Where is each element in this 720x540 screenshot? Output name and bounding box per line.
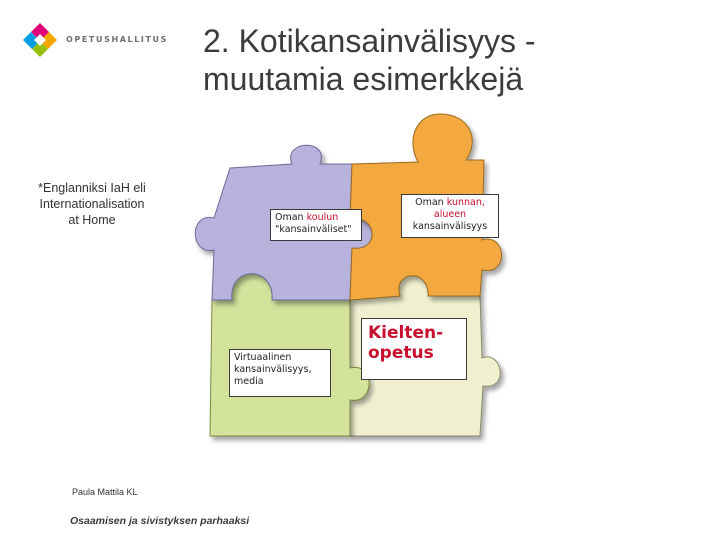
side-note — [16, 180, 168, 228]
puzzle-illustration — [180, 100, 530, 460]
school-prefix: Oman — [275, 212, 307, 223]
virtual-line-3: media — [234, 376, 264, 387]
virtual-line-2: kansainvälisyys, — [234, 364, 312, 375]
side-note-line-1: *Englanniksi IaH eli — [38, 181, 146, 195]
title-line-1: 2. Kotikansainvälisyys - — [203, 23, 536, 59]
city-line-3: kansainvälisyys — [412, 221, 488, 232]
language-line-2: opetus — [368, 343, 434, 363]
label-oman-kunnan — [401, 194, 499, 238]
language-line-1: Kielten- — [368, 323, 444, 343]
slide-title — [203, 22, 703, 98]
logo-diamond-icon — [20, 20, 60, 60]
logo-text: OPETUSHALLITUS — [66, 35, 169, 44]
side-note-line-2: Internationalisation — [39, 197, 145, 211]
city-highlight-2: alueen — [433, 209, 467, 220]
school-highlight: koulun — [306, 212, 339, 223]
label-oman-koulun — [270, 209, 362, 241]
virtual-line-1: Virtuaalinen — [234, 352, 292, 363]
title-line-2: muutamia esimerkkejä — [203, 61, 524, 97]
school-line-2: "kansainväliset" — [275, 224, 352, 235]
city-highlight-1: kunnan, — [446, 197, 485, 208]
author-credit: Paula Mattila KL — [72, 487, 138, 497]
side-note-line-3: at Home — [68, 213, 116, 227]
footer-slogan: Osaamisen ja sivistyksen parhaaksi — [70, 515, 250, 527]
city-prefix: Oman — [415, 197, 447, 208]
label-virtuaalinen — [229, 349, 331, 397]
label-kieltenopetus — [361, 318, 467, 380]
